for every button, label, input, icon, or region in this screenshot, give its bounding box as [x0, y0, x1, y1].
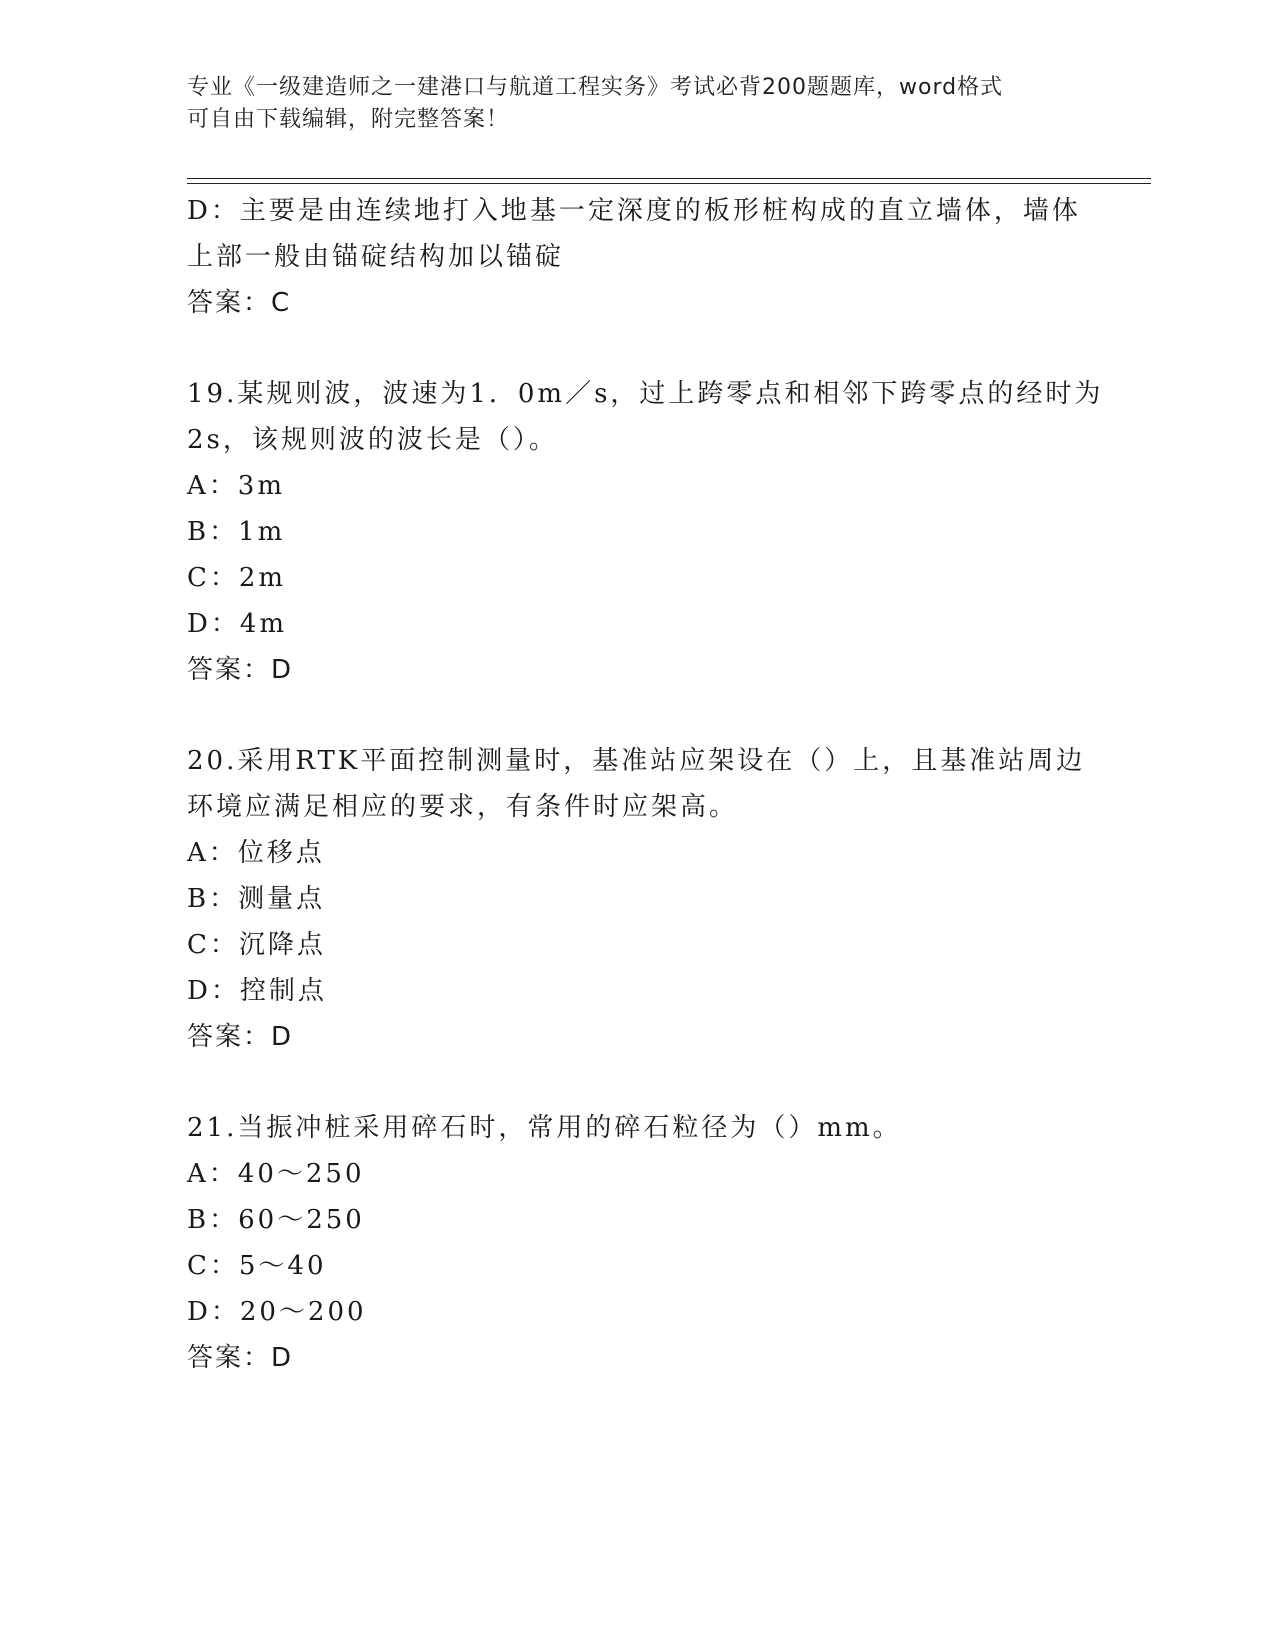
option-a: A：位移点 — [187, 838, 325, 868]
answer: 答案：C — [187, 288, 292, 318]
option-c: C：5～40 — [187, 1251, 327, 1281]
question-stem-line-1: 20.采用RTK平面控制测量时，基准站应架设在（）上，且基准站周边 — [187, 746, 1086, 776]
answer: 答案：D — [187, 1343, 294, 1373]
header-line-1: 专业《一级建造师之一建港口与航道工程实务》考试必背200题题库，word格式 — [187, 75, 1004, 100]
option-c: C：沉降点 — [187, 930, 326, 960]
question-20 — [187, 738, 1087, 1060]
answer: 答案：D — [187, 1022, 294, 1052]
option-d: D：控制点 — [187, 976, 327, 1006]
option-b: B：测量点 — [187, 884, 326, 914]
question-stem-line-1: 19.某规则波，波速为1．0m／s，过上跨零点和相邻下跨零点的经时为 — [187, 379, 1104, 409]
question-21 — [187, 1105, 1087, 1381]
question-stem-line-1: 21.当振冲桩采用碎石时，常用的碎石粒径为（）mm。 — [187, 1113, 902, 1143]
option-b: B：1m — [187, 517, 286, 547]
question-stem-line-2: 2s，该规则波的波长是（）。 — [187, 425, 558, 455]
spacer — [187, 693, 1087, 738]
question-stem-line-2: 环境应满足相应的要求，有条件时应架高。 — [187, 792, 739, 822]
spacer — [187, 1060, 1087, 1105]
question-19 — [187, 371, 1104, 693]
option-d: D：20～200 — [187, 1297, 367, 1327]
option-a: A：40～250 — [187, 1159, 365, 1189]
option-a: A：3m — [187, 471, 285, 501]
header-rule-bottom — [187, 183, 1151, 184]
option-b: B：60～250 — [187, 1205, 365, 1235]
previous-question-fragment — [187, 188, 1087, 326]
option-d-line-1: D：主要是由连续地打入地基一定深度的板形桩构成的直立墙体，墙体 — [187, 196, 1081, 226]
document-header — [187, 72, 1087, 136]
document-body — [187, 188, 1104, 1381]
header-rule-top — [187, 178, 1151, 179]
option-d-line-2: 上部一般由锚碇结构加以锚碇 — [187, 242, 565, 272]
answer: 答案：D — [187, 655, 294, 685]
option-d: D：4m — [187, 609, 288, 639]
header-line-2: 可自由下载编辑，附完整答案！ — [187, 107, 510, 132]
option-c: C：2m — [187, 563, 287, 593]
spacer — [187, 326, 1087, 371]
